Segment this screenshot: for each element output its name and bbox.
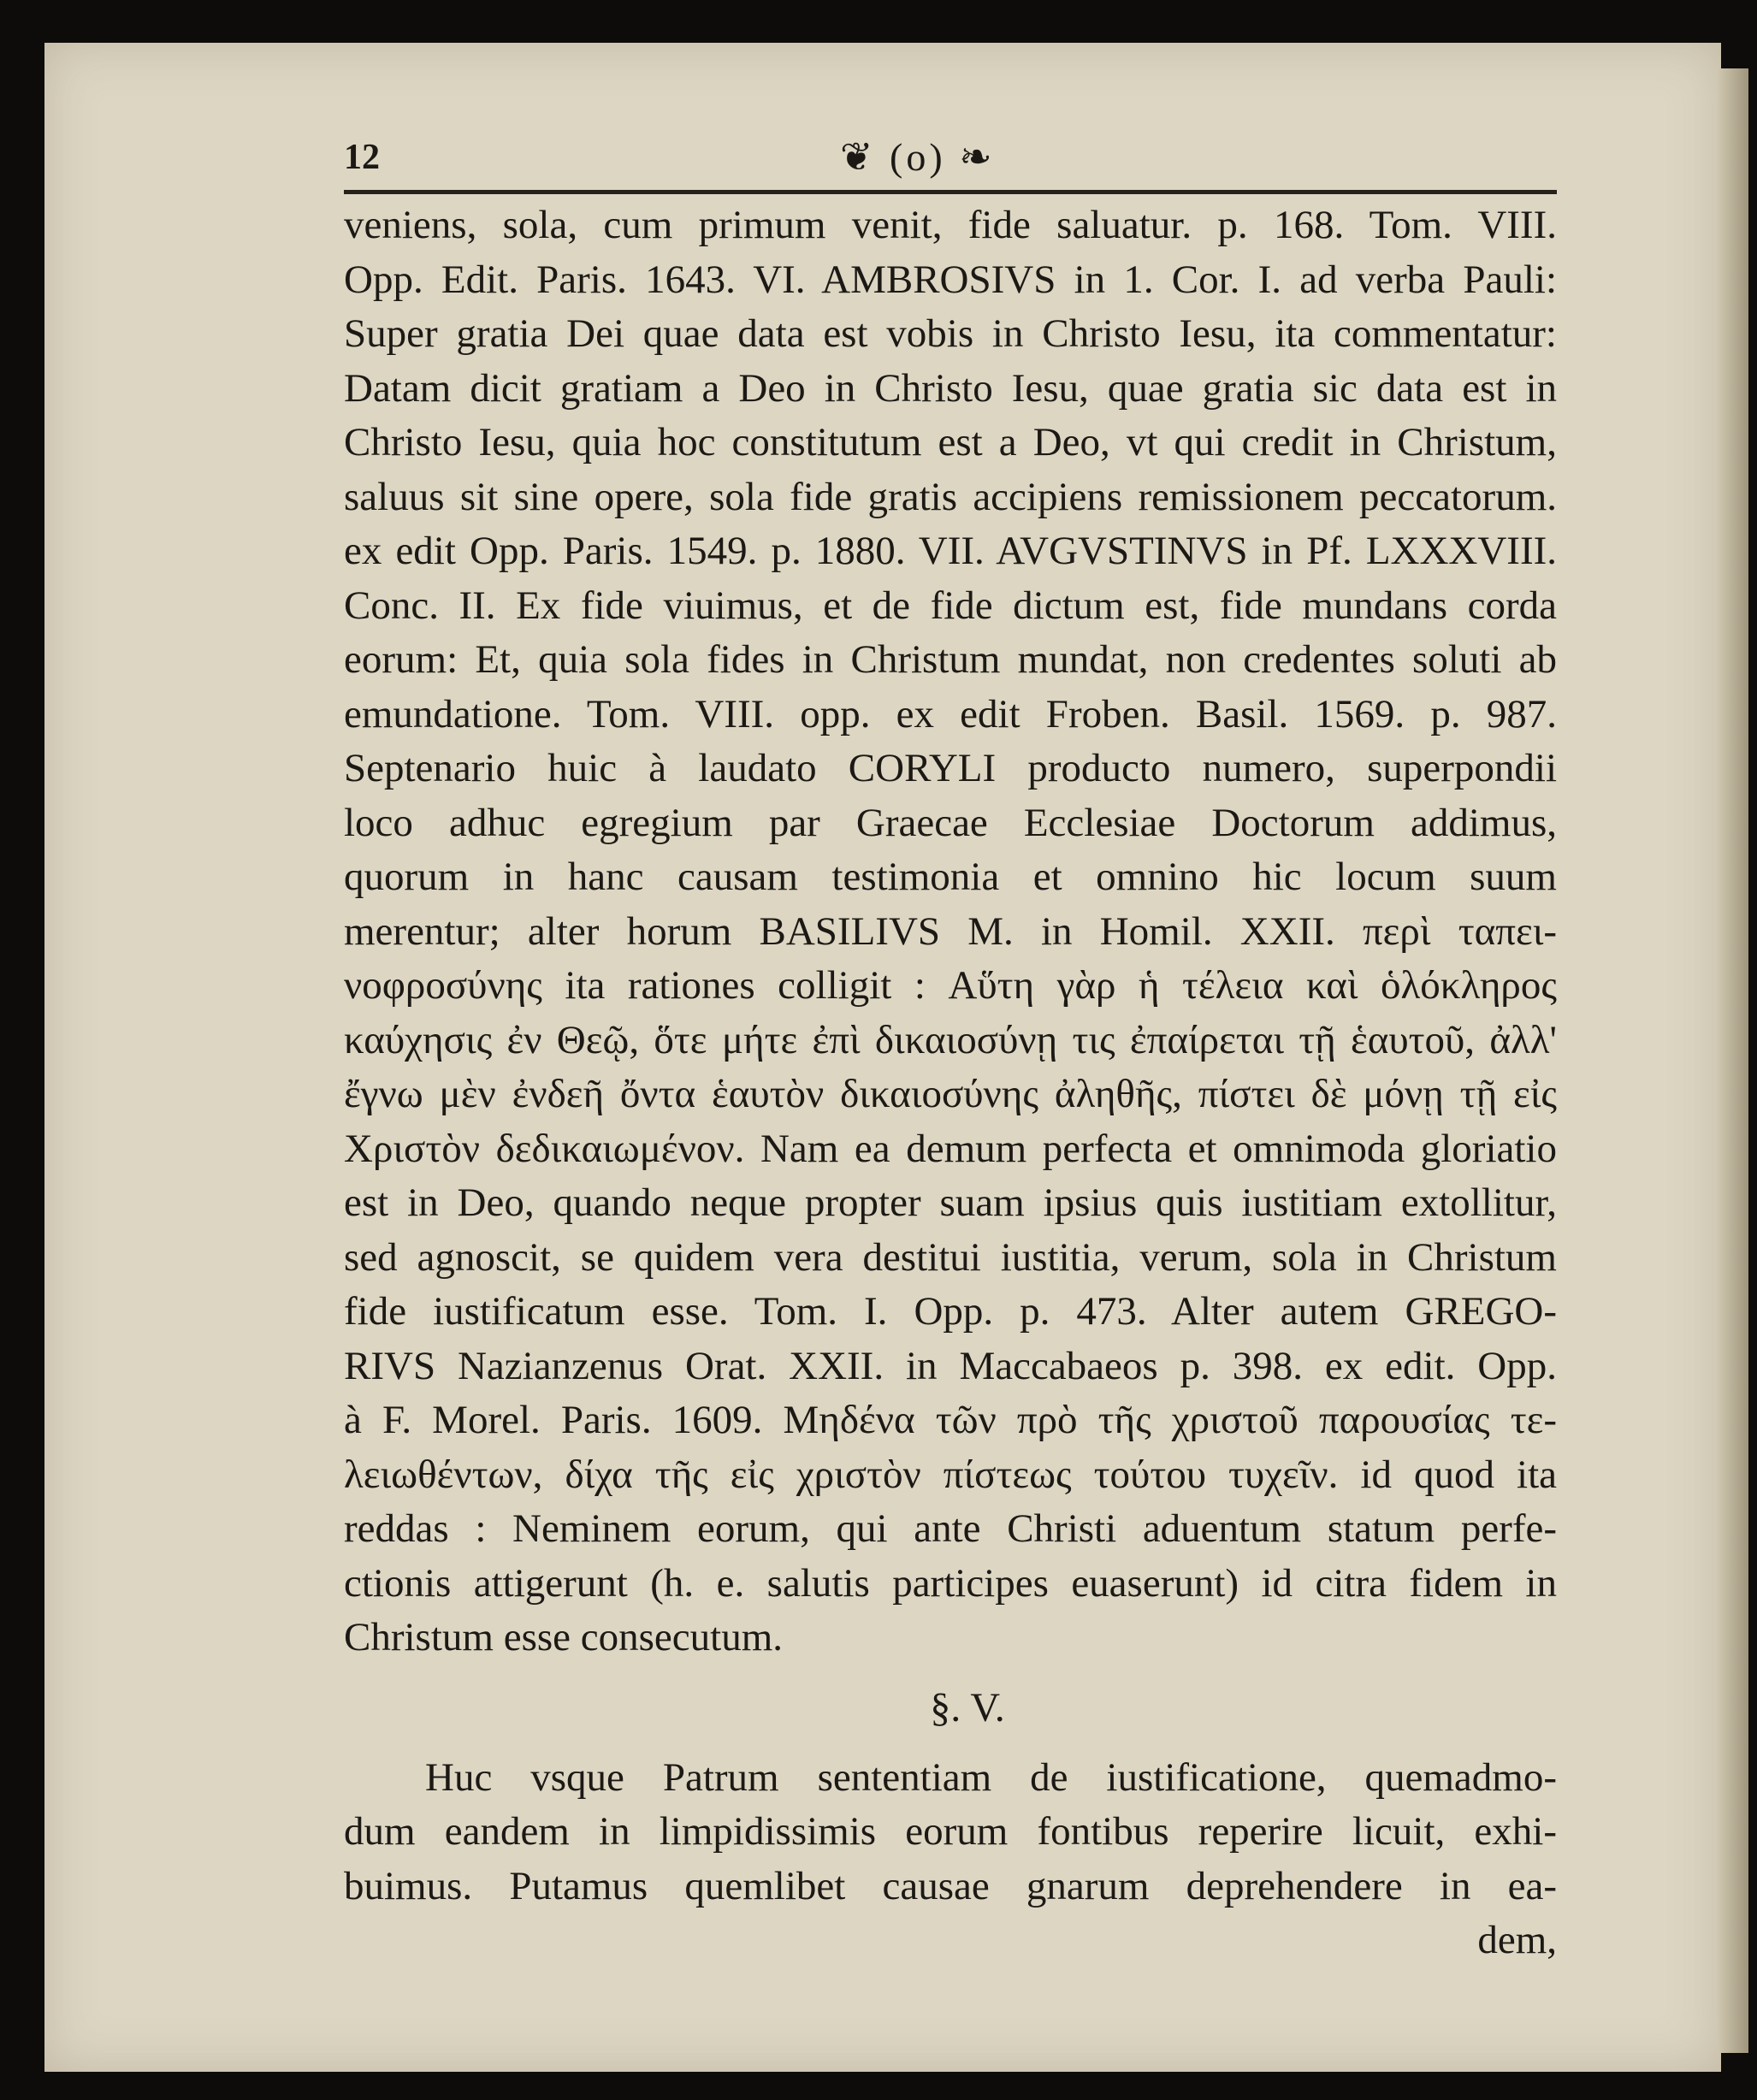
- text-line: eorum: Et, quia sola fides in Christum mundat, non credentes soluti ab: [344, 637, 1557, 682]
- text-line: Septenario huic à laudato CORYLI producto numero, superpondii: [344, 746, 1557, 790]
- text-line: ἔγνω μὲν ἐνδεῆ ὄντα ἑαυτὸν δικαιοσύνης ἀληθῆς, πίστει δὲ μόνῃ τῇ εἰς: [344, 1072, 1557, 1116]
- text-line: ctionis attigerunt (h. e. salutis participes euaserunt) id citra fidem in: [344, 1560, 1557, 1606]
- text-line: saluus sit sine opere, sola fide gratis accipiens remissionem peccatorum.: [344, 474, 1557, 519]
- text-line: καύχησις ἐν Θεῷ, ὅτε μήτε ἐπὶ δικαιοσύνῃ τις ἐπαίρεται τῇ ἑαυτοῦ, ἀλλ': [344, 1017, 1557, 1062]
- text-line: fide iustificatum esse. Tom. I. Opp. p. 473. Alter autem GREGO-: [344, 1289, 1557, 1334]
- text-line: dum eandem in limpidissimis eorum fontibus reperire licuit, exhi-: [344, 1809, 1557, 1854]
- text-line: sed agnoscit, se quidem vera destitui iustitia, verum, sola in Christum: [344, 1234, 1557, 1280]
- text-line: dem,: [1477, 1918, 1557, 1962]
- text-line: λειωθέντων, δίχα τῆς εἰς χριστὸν πίστεως τούτου τυχεῖν. id quod ita: [344, 1452, 1557, 1497]
- text-line: Datam dicit gratiam a Deo in Christo Iesu, quae gratia sic data est in: [344, 365, 1557, 411]
- text-line: buimus. Putamus quemlibet causae gnarum deprehendere in ea-: [344, 1863, 1557, 1908]
- text-line: Conc. II. Ex fide viuimus, et de fide dictum est, fide mundans corda: [344, 583, 1557, 628]
- text-line: Huc vsque Patrum sententiam de iustificatione, quemadmo-: [425, 1754, 1557, 1800]
- header-ornament: ❦ (o) ❧: [840, 135, 996, 179]
- text-line: merentur; alter horum BASILIVS M. in Homil. XXII. περὶ ταπει-: [344, 908, 1557, 954]
- text-line: emundatione. Tom. VIII. opp. ex edit Froben. Basil. 1569. p. 987.: [344, 691, 1557, 736]
- page-body: [344, 198, 1557, 1968]
- page-fore-edge: [1718, 68, 1748, 2053]
- text-line: Opp. Edit. Paris. 1643. VI. AMBROSIVS in 1. Cor. I. ad verba Pauli:: [344, 257, 1557, 302]
- text-line: à F. Morel. Paris. 1609. Μηδένα τῶν πρὸ τῆς χριστοῦ παρουσίας τε-: [344, 1398, 1557, 1442]
- text-line: Christum esse consecutum.: [344, 1615, 784, 1659]
- page-number: 12: [344, 138, 380, 177]
- text-line: RIVS Nazianzenus Orat. XXII. in Maccabaeos p. 398. ex edit. Opp.: [344, 1343, 1557, 1388]
- text-line: Χριστὸν δεδικαιωμένον. Nam ea demum perfecta et omnimoda gloriatio: [344, 1126, 1557, 1171]
- header-rule: [344, 190, 1557, 194]
- text-line: Super gratia Dei quae data est vobis in Christo Iesu, ita commentatur:: [344, 311, 1557, 356]
- text-line: veniens, sola, cum primum venit, fide saluatur. p. 168. Tom. VIII.: [344, 203, 1557, 247]
- text-line: est in Deo, quando neque propter suam ipsius quis iustitiam extollitur,: [344, 1180, 1557, 1225]
- section-heading: §. V.: [930, 1684, 1005, 1730]
- text-line: loco adhuc egregium par Graecae Ecclesiae Doctorum addimus,: [344, 800, 1557, 845]
- text-line: Christo Iesu, quia hoc constitutum est a Deo, vt qui credit in Christum,: [344, 420, 1557, 464]
- text-line: reddas : Neminem eorum, qui ante Christi aduentum statum perfe-: [344, 1506, 1557, 1551]
- text-line: νοφροσύνης ita rationes colligit : Αὕτη γὰρ ἡ τέλεια καὶ ὁλόκληρος: [344, 963, 1557, 1008]
- text-line: ex edit Opp. Paris. 1549. p. 1880. VII. AVGVSTINVS in Pf. LXXXVIII.: [344, 529, 1557, 573]
- text-line: quorum in hanc causam testimonia et omnino hic locum suum: [344, 855, 1557, 899]
- running-header: [344, 137, 1557, 188]
